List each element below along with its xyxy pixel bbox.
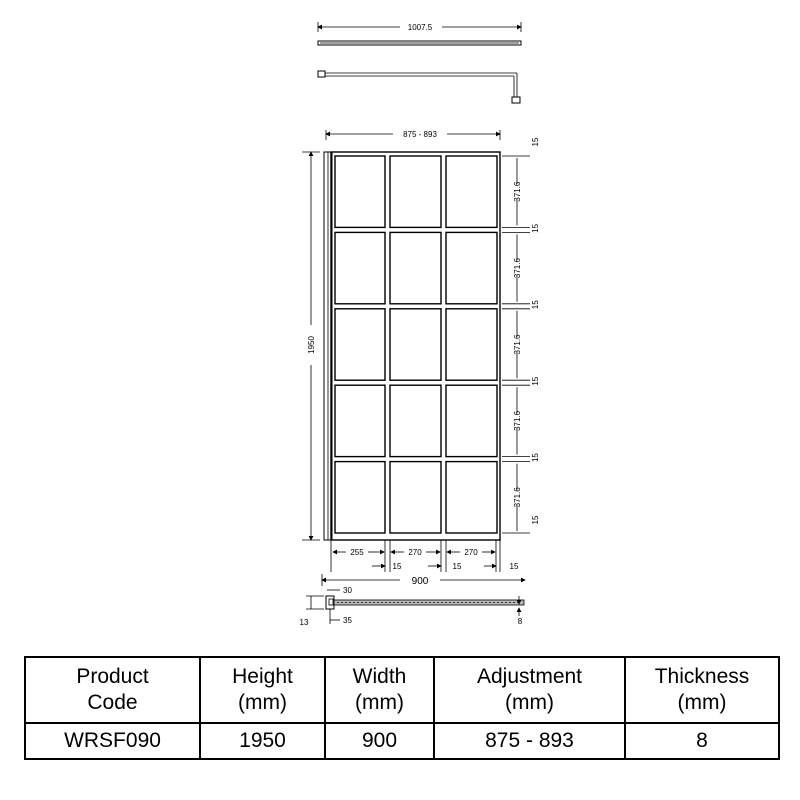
bar-thickness-label: 15 xyxy=(531,453,540,463)
column-width-3: 270 xyxy=(464,548,478,557)
panel-front-view xyxy=(302,130,540,572)
glass-pane xyxy=(335,309,385,380)
mullion-width-3: 15 xyxy=(509,562,519,571)
bar-thickness-label: 15 xyxy=(531,137,540,147)
bar-thickness-label: 15 xyxy=(531,223,540,233)
glass-thickness-label: 8 xyxy=(517,617,523,626)
value-height: 1950 xyxy=(200,723,325,759)
value-width: 900 xyxy=(325,723,434,759)
pane-height-label: 371.6 xyxy=(513,487,522,508)
overall-width-label: 900 xyxy=(411,576,429,587)
pane-height-label: 371.6 xyxy=(513,258,522,279)
glass-pane xyxy=(335,385,385,456)
header-thickness: Thickness (mm) xyxy=(625,657,779,723)
pane-height-dimensions xyxy=(502,137,540,533)
pane-height-label: 371.6 xyxy=(513,410,522,431)
glass-pane xyxy=(390,309,441,380)
product-spec-table xyxy=(24,656,780,760)
top-bar-width-label: 1007.5 xyxy=(407,23,433,32)
glass-pane xyxy=(446,385,497,456)
table-row xyxy=(25,723,779,759)
profile-height-label: 13 xyxy=(299,618,309,627)
table-header-row xyxy=(25,657,779,723)
glass-pane xyxy=(390,385,441,456)
glass-pane xyxy=(335,232,385,303)
glass-pane xyxy=(390,156,441,227)
pane-height-label: 371.6 xyxy=(513,334,522,355)
column-width-1: 255 xyxy=(350,548,364,557)
glass-pane xyxy=(446,309,497,380)
top-bar-view xyxy=(318,22,521,45)
header-adjustment: Adjustment (mm) xyxy=(434,657,625,723)
value-product-code: WRSF090 xyxy=(25,723,200,759)
support-arm-view xyxy=(318,71,520,103)
header-width: Width (mm) xyxy=(325,657,434,723)
glass-pane xyxy=(335,462,385,533)
glass-pane xyxy=(446,232,497,303)
header-product-code: Product Code xyxy=(25,657,200,723)
glass-pane xyxy=(335,156,385,227)
mullion-width-1: 15 xyxy=(392,562,402,571)
glass-pane xyxy=(446,156,497,227)
value-adjustment: 875 - 893 xyxy=(434,723,625,759)
mullion-width-2: 15 xyxy=(452,562,462,571)
header-height: Height (mm) xyxy=(200,657,325,723)
pane-height-label: 371.6 xyxy=(513,181,522,202)
glass-grid xyxy=(335,156,497,533)
glass-pane xyxy=(446,462,497,533)
glass-pane xyxy=(390,462,441,533)
bar-thickness-label: 15 xyxy=(531,300,540,310)
panel-adjustment-label: 875 - 893 xyxy=(403,130,437,139)
panel-height-label: 1950 xyxy=(307,336,316,354)
panel-plan-view xyxy=(300,574,525,627)
column-width-2: 270 xyxy=(408,548,422,557)
value-thickness: 8 xyxy=(625,723,779,759)
profile-width-label: 30 xyxy=(343,586,352,595)
bar-thickness-label: 15 xyxy=(531,376,540,386)
bar-thickness-label: 15 xyxy=(531,515,540,525)
glass-pane xyxy=(390,232,441,303)
profile-depth-label: 35 xyxy=(343,616,352,625)
